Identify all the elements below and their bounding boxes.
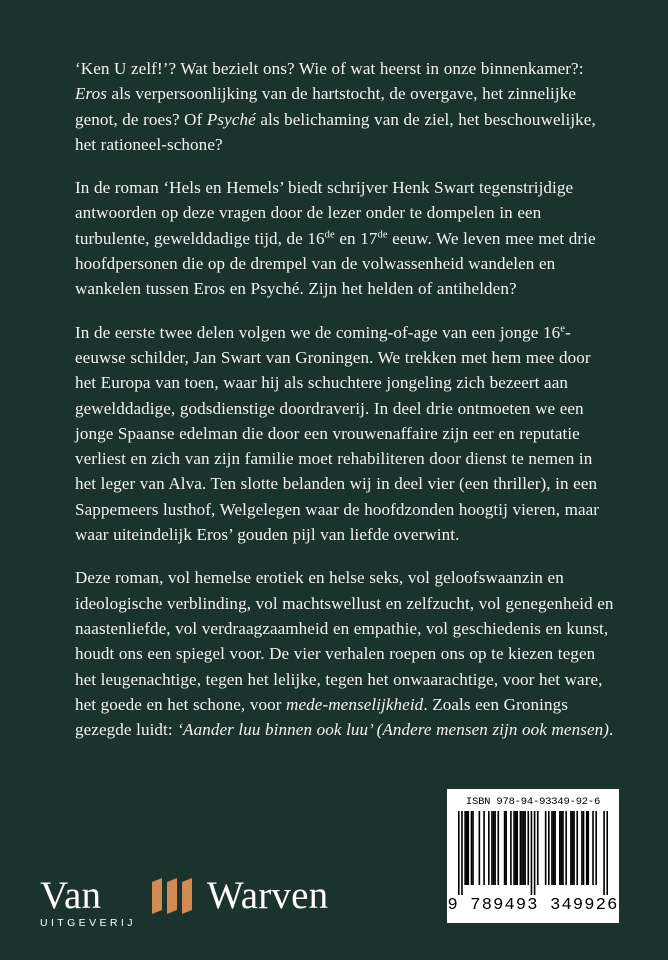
publisher-name-warven: Warven (206, 874, 329, 917)
publisher-subtitle: UITGEVERIJ (40, 917, 136, 929)
blurb-paragraph-4: Deze roman, vol hemelse erotiek en helse seks, vol geloofswaanzin en ideologische verblinding, vol machtswellust en zelfzucht, vol genegenheid en naastenliefde, vol verdraagzaamheid en empathie, vol geschiedenis en kunst, houdt ons een spiegel voor. De vier verhalen roepen ons op te kiezen tegen het leugenachtige, tegen het lelijke, tegen het onwaarachtige, voor het ware, het goede en het schone, voor mede-menselijkheid. Zoals een Gronings gezegde luidt: ‘Aander luu binnen ook luu’ (Andere mensen zijn ook mensen). (75, 568, 614, 740)
isbn-barcode-block (447, 789, 619, 923)
blurb-paragraph-2: In de roman ‘Hels en Hemels’ biedt schrijver Henk Swart tegenstrijdige antwoorden op deze vragen door de lezer onder te dompelen in een turbulente, gewelddadige tijd, de 16de en 17de eeuw. We leven mee met drie hoofdpersonen die op de drempel van de volwassenheid wandelen en wankelen tussen Eros en Psyché. Zijn het helden of antihelden? (75, 178, 596, 299)
publisher-mark-icon (145, 876, 203, 918)
blurb-paragraph-3: In de eerste twee delen volgen we de coming-of-age van een jonge 16e-eeuwse schilder, Jan Swart van Groningen. We trekken met hem mee door het Europa van toen, waar hij als schuchtere jongeling zich bezeert aan gewelddadige, godsdienstige doordraverij. In deel drie ontmoeten we een jonge Spaanse edelman die door een vrouwenaffaire zijn eer en reputatie verliest en zich van zijn familie moet rehabiliteren door dienst te nemen in het leger van Alva. Ten slotte belanden wij in deel vier (een thriller), in een Sappemeers lusthof, Welgelegen waar de hoofdzonden hoogtij vieren, maar waar uiteindelijk Eros’ gouden pijl van liefde overwint. (75, 322, 600, 545)
barcode-bars (458, 811, 608, 895)
publisher-logo-van-group (40, 876, 136, 929)
isbn-number-label: ISBN 978-94-93349-92-6 (465, 796, 601, 808)
blurb-paragraph-1: ‘Ken U zelf!’? Wat bezielt ons? Wie of wat heerst in onze binnenkamer?: Eros als verpersoonlijking van de hartstocht, de overgave, het zinnelijke genot, de roes? Of Psyché als belichaming van de ziel, het beschouwelijke, het rationeel-schone? (75, 59, 596, 154)
barcode-digits-label: 9 789493 349926 (447, 896, 619, 915)
publisher-name-van: Van (40, 874, 102, 917)
blurb-text-block (75, 56, 615, 742)
publisher-logo (40, 876, 328, 936)
